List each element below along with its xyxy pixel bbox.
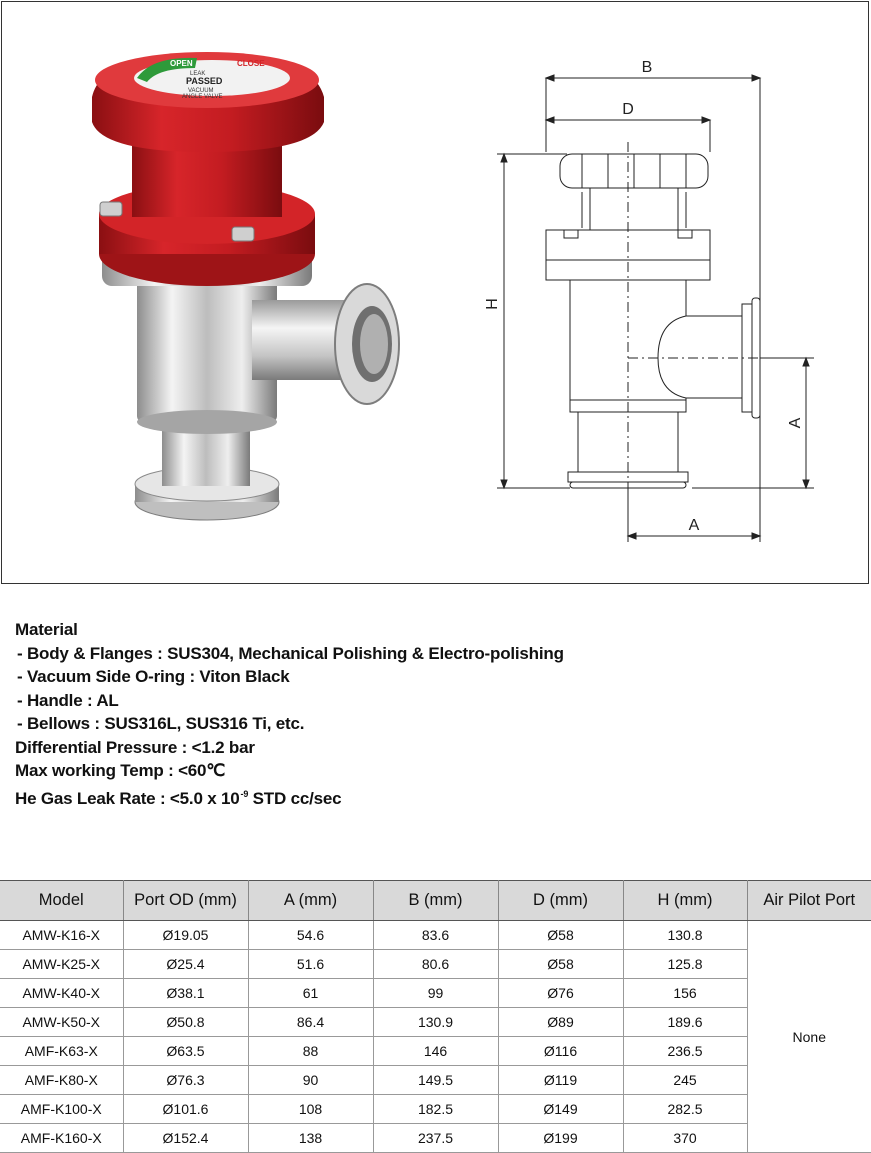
spec-leak-rate <box>15 783 855 811</box>
dimension-table <box>0 880 871 1153</box>
handle-open-text: OPEN <box>170 59 193 68</box>
cell-b: 99 <box>373 979 498 1008</box>
cell-h: 370 <box>623 1124 747 1153</box>
cell-b: 130.9 <box>373 1008 498 1037</box>
cell-model: AMW-K16-X <box>0 921 123 950</box>
cell-a: 88 <box>248 1037 373 1066</box>
spec-max-temp: Max working Temp : <60℃ <box>15 761 226 780</box>
product-figure-panel <box>1 1 869 584</box>
spec-material-title: Material <box>15 620 78 639</box>
cell-model: AMF-K160-X <box>0 1124 123 1153</box>
cell-model: AMF-K80-X <box>0 1066 123 1095</box>
cell-d: Ø199 <box>498 1124 623 1153</box>
cell-d: Ø76 <box>498 979 623 1008</box>
cell-b: 146 <box>373 1037 498 1066</box>
specification-block <box>15 618 855 810</box>
table-row <box>0 1095 871 1124</box>
spec-handle: - Handle : AL <box>17 690 119 710</box>
cell-a: 51.6 <box>248 950 373 979</box>
dim-label-d: D <box>622 101 634 118</box>
handle-passed-text: PASSED <box>186 76 223 86</box>
cell-port-od: Ø50.8 <box>123 1008 248 1037</box>
cell-b: 149.5 <box>373 1066 498 1095</box>
dim-label-a-horizontal: A <box>688 517 700 534</box>
header-h: H (mm) <box>623 881 747 921</box>
spec-bellows: - Bellows : SUS316L, SUS316 Ti, etc. <box>17 714 305 733</box>
header-model: Model <box>0 881 123 921</box>
cell-model: AMW-K50-X <box>0 1008 123 1037</box>
cell-d: Ø58 <box>498 921 623 950</box>
cell-model: AMW-K25-X <box>0 950 123 979</box>
spec-body-flanges: - Body & Flanges : SUS304, Mechanical Polishing & Electro-polishing <box>17 643 564 663</box>
table-row <box>0 1037 871 1066</box>
dim-label-a-vertical: A <box>787 417 804 429</box>
cell-d: Ø89 <box>498 1008 623 1037</box>
cell-b: 182.5 <box>373 1095 498 1124</box>
cell-port-od: Ø76.3 <box>123 1066 248 1095</box>
cell-port-od: Ø25.4 <box>123 950 248 979</box>
cell-model: AMW-K40-X <box>0 979 123 1008</box>
header-d: D (mm) <box>498 881 623 921</box>
dim-label-h: H <box>484 298 501 310</box>
cell-h: 282.5 <box>623 1095 747 1124</box>
cell-h: 125.8 <box>623 950 747 979</box>
table-row <box>0 979 871 1008</box>
cell-port-od: Ø63.5 <box>123 1037 248 1066</box>
table-row <box>0 1066 871 1095</box>
dimension-drawing <box>442 42 862 562</box>
dim-label-b: B <box>641 59 653 76</box>
cell-a: 108 <box>248 1095 373 1124</box>
spec-leak-rate-suffix: STD cc/sec <box>248 788 342 808</box>
cell-h: 130.8 <box>623 921 747 950</box>
cell-a: 54.6 <box>248 921 373 950</box>
header-port-od: Port OD (mm) <box>123 881 248 921</box>
cell-d: Ø149 <box>498 1095 623 1124</box>
cell-port-od: Ø152.4 <box>123 1124 248 1153</box>
cell-model: AMF-K63-X <box>0 1037 123 1066</box>
cell-b: 83.6 <box>373 921 498 950</box>
cell-h: 236.5 <box>623 1037 747 1066</box>
table-row <box>0 921 871 950</box>
handle-line1-text: LEAK <box>190 71 206 77</box>
cell-b: 237.5 <box>373 1124 498 1153</box>
cell-port-od: Ø101.6 <box>123 1095 248 1124</box>
cell-b: 80.6 <box>373 950 498 979</box>
spec-leak-rate-exponent: -9 <box>240 788 249 799</box>
header-b: B (mm) <box>373 881 498 921</box>
table-row <box>0 950 871 979</box>
cell-h: 245 <box>623 1066 747 1095</box>
spec-oring: - Vacuum Side O-ring : Viton Black <box>17 667 290 686</box>
cell-port-od: Ø19.05 <box>123 921 248 950</box>
table-row <box>0 1124 871 1153</box>
cell-d: Ø58 <box>498 950 623 979</box>
cell-air-pilot-port: None <box>747 921 871 1153</box>
cell-a: 138 <box>248 1124 373 1153</box>
cell-d: Ø116 <box>498 1037 623 1066</box>
header-a: A (mm) <box>248 881 373 921</box>
cell-h: 189.6 <box>623 1008 747 1037</box>
cell-model: AMF-K100-X <box>0 1095 123 1124</box>
handle-line2-text: VACUUM <box>188 88 214 94</box>
spec-leak-rate-prefix: He Gas Leak Rate : <5.0 x 10 <box>15 788 240 808</box>
cell-a: 61 <box>248 979 373 1008</box>
cell-a: 90 <box>248 1066 373 1095</box>
table-header-row <box>0 881 871 921</box>
table-row <box>0 1008 871 1037</box>
cell-h: 156 <box>623 979 747 1008</box>
handle-line3-text: ANGLE VALVE <box>182 94 223 100</box>
cell-a: 86.4 <box>248 1008 373 1037</box>
spec-differential-pressure: Differential Pressure : <1.2 bar <box>15 737 255 757</box>
cell-d: Ø119 <box>498 1066 623 1095</box>
cell-port-od: Ø38.1 <box>123 979 248 1008</box>
handle-close-text: CLOSE <box>237 59 265 68</box>
valve-photo <box>62 42 442 562</box>
header-air-pilot-port: Air Pilot Port <box>747 881 871 921</box>
